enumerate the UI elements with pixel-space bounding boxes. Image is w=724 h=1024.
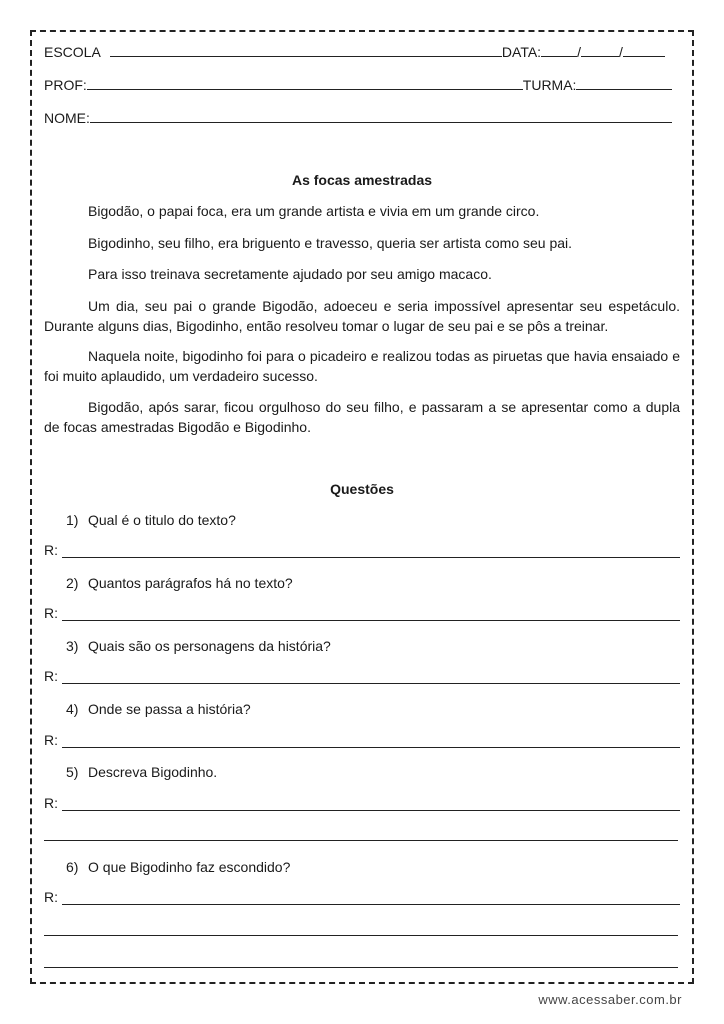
story-paragraph: Bigodão, o papai foca, era um grande artista e vivia em um grande circo.: [88, 203, 540, 219]
class-label: TURMA:: [522, 77, 577, 93]
story-paragraph: Naquela noite, bigodinho foi para o picadeiro e realizou todas as piruetas que havia ensaiado e foi muito aplaudido, um verdadeiro sucesso.: [44, 348, 680, 384]
question-item: [66, 764, 217, 780]
story-paragraph: Bigodão, após sarar, ficou orgulhoso do seu filho, e passaram a se apresentar como a dupla de focas amestradas Bigodão e Bigodinho.: [44, 399, 680, 435]
answer-line[interactable]: [44, 732, 680, 748]
question-item: [66, 638, 331, 654]
school-label: ESCOLA: [44, 44, 101, 60]
question-number: 2): [66, 575, 79, 591]
question-number: 4): [66, 701, 79, 717]
extra-answer-line[interactable]: [44, 935, 678, 936]
question-item: [66, 575, 293, 591]
question-number: 5): [66, 764, 79, 780]
question-item: [66, 512, 236, 528]
question-text: Qual é o titulo do texto?: [88, 512, 236, 528]
extra-answer-line[interactable]: [44, 840, 678, 841]
extra-answer-line[interactable]: [44, 967, 678, 968]
questions-title: Questões: [330, 481, 394, 497]
date-sep-1: /: [577, 44, 581, 60]
website-footer: www.acessaber.com.br: [538, 992, 682, 1007]
question-text: Onde se passa a história?: [88, 701, 251, 717]
answer-label: R:: [44, 542, 58, 558]
answer-line[interactable]: [44, 668, 680, 684]
story-paragraph: Para isso treinava secretamente ajudado por seu amigo macaco.: [88, 266, 492, 282]
date-sep-2: /: [618, 44, 623, 60]
date-day-field[interactable]: [541, 44, 577, 57]
teacher-label: PROF:: [44, 77, 87, 93]
date-year-field[interactable]: [623, 44, 665, 57]
name-line: [44, 110, 672, 126]
name-label: NOME:: [44, 110, 90, 126]
story-paragraph: Bigodinho, seu filho, era briguento e travesso, queria ser artista como seu pai.: [88, 235, 573, 251]
answer-label: R:: [44, 605, 58, 621]
teacher-line: [44, 77, 672, 93]
date-label: DATA:: [501, 44, 542, 60]
answer-line[interactable]: [44, 889, 680, 905]
answer-line[interactable]: [44, 605, 680, 621]
date-month-field[interactable]: [581, 44, 619, 57]
answer-label: R:: [44, 889, 58, 905]
story-title: As focas amestradas: [291, 172, 433, 188]
school-line: [44, 44, 665, 60]
question-item: [66, 701, 251, 717]
question-text: Quantos parágrafos há no texto?: [88, 575, 293, 591]
question-item: [66, 859, 290, 875]
answer-line[interactable]: [44, 542, 680, 558]
question-number: 1): [66, 512, 79, 528]
answer-label: R:: [44, 795, 58, 811]
answer-label: R:: [44, 732, 58, 748]
answer-label: R:: [44, 668, 58, 684]
name-field[interactable]: [90, 110, 672, 123]
class-field[interactable]: [576, 77, 672, 90]
story-paragraph: Um dia, seu pai o grande Bigodão, adoeceu e seria impossível apresentar seu espetáculo. Durante alguns dias, Bigodinho, então resolveu tomar o lugar de seu pai e se pôs a treinar.: [44, 298, 680, 334]
question-number: 6): [66, 859, 79, 875]
answer-line[interactable]: [44, 795, 680, 811]
question-number: 3): [66, 638, 79, 654]
question-text: O que Bigodinho faz escondido?: [88, 859, 291, 875]
school-field[interactable]: [110, 44, 502, 57]
question-text: Descreva Bigodinho.: [88, 764, 218, 780]
question-text: Quais são os personagens da história?: [88, 638, 331, 654]
teacher-field[interactable]: [87, 77, 523, 90]
